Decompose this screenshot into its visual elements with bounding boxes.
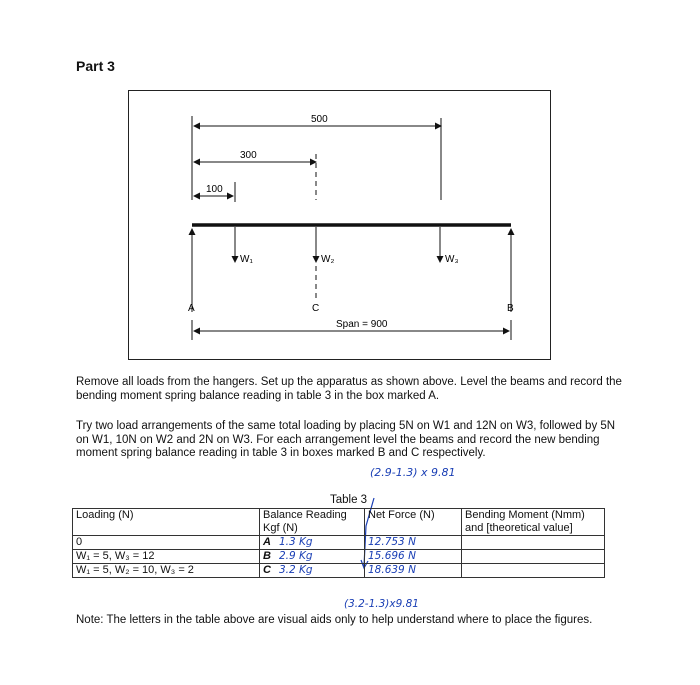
- net-force-cell[interactable]: [365, 564, 462, 578]
- handwritten-formula-bottom: (3.2-1.3)x9.81: [344, 598, 419, 610]
- beam-diagram: [128, 90, 551, 360]
- loading-cell: W₁ = 5, W₃ = 12: [73, 550, 260, 564]
- handwritten-formula-top: (2.9-1.3) x 9.81: [370, 466, 456, 479]
- table-row: [73, 550, 605, 564]
- dim-100-label: 100: [206, 184, 223, 195]
- reading-value: 2.9 Kg: [278, 550, 313, 562]
- load-w2-label: W₂: [321, 254, 335, 265]
- net-force-value: 15.696 N: [368, 550, 416, 562]
- load-w3-label: W₃: [445, 254, 459, 265]
- moment-cell[interactable]: [462, 536, 605, 550]
- header-balance-reading: Balance Reading Kgf (N): [260, 509, 365, 536]
- dim-300-label: 300: [240, 150, 257, 161]
- reading-cell[interactable]: [260, 564, 365, 578]
- reading-value: 1.3 Kg: [278, 536, 313, 548]
- header-net-force: Net Force (N): [365, 509, 462, 536]
- reading-cell[interactable]: [260, 536, 365, 550]
- table-row: [73, 536, 605, 550]
- span-label: Span = 900: [336, 319, 388, 330]
- box-letter: C: [263, 564, 271, 576]
- dim-500-label: 500: [311, 114, 328, 125]
- reading-value: 3.2 Kg: [278, 564, 313, 576]
- point-a-label: A: [188, 303, 195, 314]
- box-letter: A: [263, 536, 271, 548]
- table-caption: Table 3: [330, 494, 368, 506]
- net-force-cell[interactable]: [365, 536, 462, 550]
- table-header-row: [73, 509, 605, 536]
- box-letter: B: [263, 550, 271, 562]
- results-table: [72, 508, 605, 578]
- loading-cell: 0: [73, 536, 260, 550]
- instruction-paragraph-2: Try two load arrangements of the same total loading by placing 5N on W1 and 12N on W3, followed by 5N on W1, 10N on W2 and 2N on W3. For each arrangement level the beams and record the new bending moment spring balance reading in table 3 in boxes marked B and C respectively.: [76, 420, 616, 459]
- loading-cell: W₁ = 5, W₂ = 10, W₃ = 2: [73, 564, 260, 578]
- net-force-value: 12.753 N: [368, 536, 416, 548]
- moment-cell[interactable]: [462, 564, 605, 578]
- point-b-label: B: [507, 303, 514, 314]
- instruction-paragraph-1: Remove all loads from the hangers. Set up the apparatus as shown above. Level the beams and record the bending moment spring balance reading in table 3 in the box marked A.: [76, 376, 622, 402]
- net-force-value: 18.639 N: [368, 564, 416, 576]
- header-loading: Loading (N): [73, 509, 260, 536]
- load-w1-label: W₁: [240, 254, 253, 265]
- net-force-cell[interactable]: [365, 550, 462, 564]
- note-text: Note: The letters in the table above are visual aids only to help understand where to place the figures.: [76, 614, 593, 626]
- part-title: Part 3: [76, 58, 115, 74]
- table-row: [73, 564, 605, 578]
- point-c-label: C: [312, 303, 320, 314]
- header-bending-moment: Bending Moment (Nmm) and [theoretical value]: [462, 509, 605, 536]
- reading-cell[interactable]: [260, 550, 365, 564]
- moment-cell[interactable]: [462, 550, 605, 564]
